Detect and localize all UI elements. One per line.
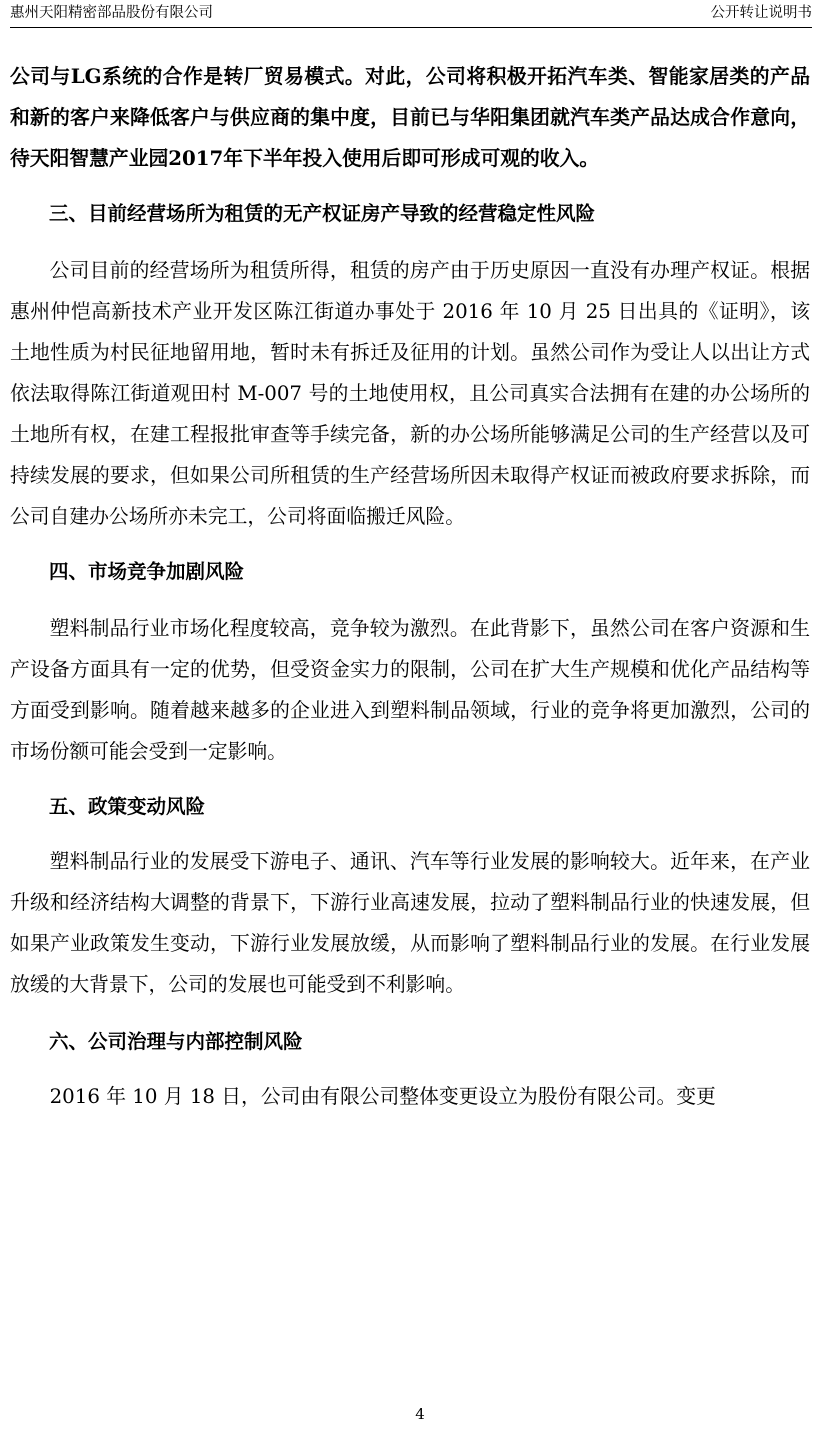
- header-company-name: 惠州天阳精密部品股份有限公司: [10, 5, 213, 21]
- section-heading-5: 五、政策变动风险: [49, 795, 206, 818]
- paragraph-leased-premises-risk: 公司目前的经营场所为租赁所得，租赁的房产由于历史原因一直没有办理产权证。根据惠州仲恺高新技术产业开发区陈江街道办事处于 2016 年 10 月 25 日出具的《证明》，该土地性质为村民征地留用地，暂时未有拆迁及征用的计划。虽然公司作为受让人以出让方式依法取得陈江街道观田村 M-007 号的土地使用权，且公司真实合法拥有在建的办公场所的土地所有权，在建工程报批审查等手续完备，新的办公场所能够满足公司的生产经营以及可持续发展的要求，但如果公司所租赁的生产经营场所因未取得产权证而被政府要求拆除，而公司自建办公场所亦未完工，公司将面临搬迁风险。: [10, 259, 810, 528]
- paragraph-market-competition-risk: 塑料制品行业市场化程度较高，竞争较为激烈。在此背影下，虽然公司在客户资源和生产设备方面具有一定的优势，但受资金实力的限制，公司在扩大生产规模和优化产品结构等方面受到影响。随着越来越多的企业进入到塑料制品领域，行业的竞争将更加激烈，公司的市场份额可能会受到一定影响。: [10, 617, 810, 763]
- paragraph-lg-cooperation: 公司与LG系统的合作是转厂贸易模式。对此，公司将积极开拓汽车类、智能家居类的产品和新的客户来降低客户与供应商的集中度，目前已与华阳集团就汽车类产品达成合作意向，待天阳智慧产业园2017年下半年投入使用后即可形成可观的收入。: [10, 64, 810, 170]
- section-heading-6: 六、公司治理与内部控制风险: [49, 1030, 303, 1053]
- section-heading-3: 三、目前经营场所为租赁的无产权证房产导致的经营稳定性风险: [49, 202, 596, 225]
- page-body: [10, 56, 810, 1117]
- section-heading-4: 四、市场竞争加剧风险: [49, 560, 245, 583]
- page-header: [10, 0, 812, 28]
- paragraph-governance-risk: 2016 年 10 月 18 日，公司由有限公司整体变更设立为股份有限公司。变更: [49, 1085, 716, 1108]
- page-number: 4: [415, 1405, 425, 1423]
- header-document-type: 公开转让说明书: [710, 5, 812, 21]
- paragraph-policy-change-risk: 塑料制品行业的发展受下游电子、通讯、汽车等行业发展的影响较大。近年来，在产业升级和经济结构大调整的背景下，下游行业高速发展，拉动了塑料制品行业的快速发展，但如果产业政策发生变动，下游行业发展放缓，从而影响了塑料制品行业的发展。在行业发展放缓的大背景下，公司的发展也可能受到不利影响。: [10, 850, 810, 996]
